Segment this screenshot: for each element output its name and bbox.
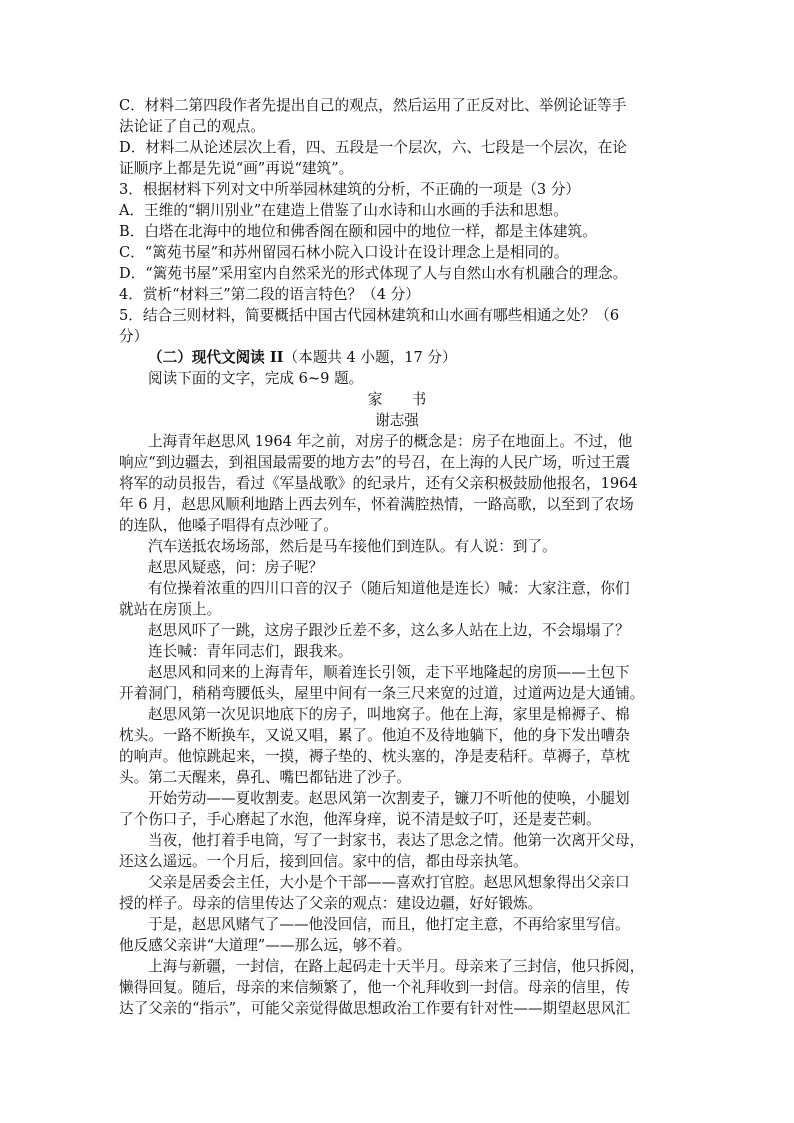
story-line: 他反感父亲讲“大道理”——那么远，够不着。 bbox=[119, 937, 412, 954]
story-line: 年 6 月，赵思风顺利地踏上西去列车，怀着满腔热情，一路高歌，以至到了农场 bbox=[119, 496, 634, 513]
story-line: 于是，赵思风赌气了——他没回信，而且，他打定主意，不再给家里写信。 bbox=[148, 916, 630, 933]
section-heading bbox=[148, 348, 457, 368]
story-line: 就站在房顶上。 bbox=[119, 601, 222, 618]
story-line: 还这么遥远。一个月后，接到回信。家中的信，都由母亲执笔。 bbox=[119, 853, 528, 870]
section-heading-bold: （二）现代文阅读 II bbox=[148, 349, 284, 366]
question-3-stem: 3．根据材料下列对文中所举园林建筑的分析，不正确的一项是（3 分） bbox=[119, 181, 581, 198]
story-line: 有位操着浓重的四川口音的汉子（随后知道他是连长）喊：大家注意，你们 bbox=[148, 580, 630, 597]
story-line: 赵思风吓了一跳，这房子跟沙丘差不多，这么多人站在上边，不会塌塌了？ bbox=[148, 622, 630, 639]
question-5-line1: 5．结合三则材料，简要概括中国古代园林建筑和山水画有哪些相通之处？（6 bbox=[119, 307, 620, 324]
story-author: 谢志强 bbox=[375, 412, 419, 429]
section-instruction: 阅读下面的文字，完成 6~9 题。 bbox=[148, 370, 364, 387]
story-line: 将军的动员报告，看过《军垦战歌》的纪录片，还有父亲积极鼓励他报名，1964 bbox=[119, 475, 638, 492]
question-3-option-d: D．“篱苑书屋”采用室内自然采光的形式体现了人与自然山水有机融合的理念。 bbox=[119, 265, 628, 282]
story-line: 的连队，他嗓子唱得有点沙哑了。 bbox=[119, 517, 338, 534]
question-3-option-a: A．王维的“辋川别业”在建造上借鉴了山水诗和山水画的手法和思想。 bbox=[119, 202, 568, 219]
story-line: 授的样子。母亲的信里传达了父亲的观点：建设边疆，好好锻炼。 bbox=[119, 895, 543, 912]
story-line: 赵思风疑惑，问：房子呢？ bbox=[148, 559, 324, 576]
story-line: 的响声。他惊跳起来，一摸，褥子垫的、枕头塞的，净是麦秸秆。草褥子，草枕 bbox=[119, 748, 630, 765]
option-c-line1: C．材料二第四段作者先提出自己的观点，然后运用了正反对比、举例论证等手 bbox=[119, 97, 627, 114]
option-c-line2: 法论证了自己的观点。 bbox=[119, 118, 265, 135]
story-line: 了个伤口子，手心磨起了水泡，他浑身痒，说不清是蚊子叮，还是麦芒刺。 bbox=[119, 811, 601, 828]
option-d-line1: D．材料二从论述层次上看，四、五段是一个层次，六、七段是一个层次，在论 bbox=[119, 139, 627, 156]
story-line: 上海青年赵思风 1964 年之前，对房子的概念是：房子在地面上。不过，他 bbox=[148, 433, 633, 450]
story-line: 开着洞门，稍稍弯腰低头，屋里中间有一条三尺来宽的过道，过道两边是大通铺。 bbox=[119, 685, 645, 702]
question-3-option-c: C．“篱苑书屋”和苏州留园石林小院入口设计在设计理念上是相同的。 bbox=[119, 244, 569, 261]
story-line: 上海与新疆，一封信，在路上起码走十天半月。母亲来了三封信，他只拆阅， bbox=[148, 958, 645, 975]
story-line: 枕头。一路不断换车，又说又唱，累了。他迫不及待地躺下，他的身下发出嘈杂 bbox=[119, 727, 630, 744]
story-line: 头。第二天醒来，鼻孔、嘴巴都钻进了沙子。 bbox=[119, 769, 411, 786]
story-line: 达了父亲的“指示”，可能父亲觉得做思想政治工作要有针对性——期望赵思风汇 bbox=[119, 1000, 631, 1017]
question-3-option-b: B．白塔在北海中的地位和佛香阁在颐和园中的地位一样，都是主体建筑。 bbox=[119, 223, 597, 240]
story-line: 懒得回复。随后，母亲的来信频繁了，他一个礼拜收到一封信。母亲的信里，传 bbox=[119, 979, 630, 996]
story-line: 连长喊：青年同志们，跟我来。 bbox=[148, 643, 353, 660]
story-line: 父亲是居委会主任，大小是个干部——喜欢打官腔。赵思风想象得出父亲口 bbox=[148, 874, 630, 891]
story-title: 家 书 bbox=[367, 391, 427, 408]
story-line: 赵思风和同来的上海青年，顺着连长引领，走下平地隆起的房顶——土包下 bbox=[148, 664, 630, 681]
story-line: 汽车送抵农场场部，然后是马车接他们到连队。有人说：到了。 bbox=[148, 538, 557, 555]
story-line: 赵思风第一次见识地底下的房子，叫地窝子。他在上海，家里是棉褥子、棉 bbox=[148, 706, 630, 723]
option-d-line2: 证顺序上都是先说“画”再说“建筑”。 bbox=[119, 160, 354, 177]
story-line: 响应“到边疆去，到祖国最需要的地方去”的号召，在上海的人民广场，听过王震 bbox=[119, 454, 631, 471]
story-line: 当夜，他打着手电筒，写了一封家书，表达了思念之情。他第一次离开父母， bbox=[148, 832, 645, 849]
question-5-line2: 分） bbox=[119, 328, 149, 345]
story-line: 开始劳动——夏收割麦。赵思风第一次割麦子，镰刀不听他的使唤，小腿划 bbox=[148, 790, 630, 807]
question-4: 4．赏析“材料三”第二段的语言特色？（4 分） bbox=[119, 286, 420, 303]
section-heading-rest: （本题共 4 小题，17 分） bbox=[283, 349, 457, 366]
